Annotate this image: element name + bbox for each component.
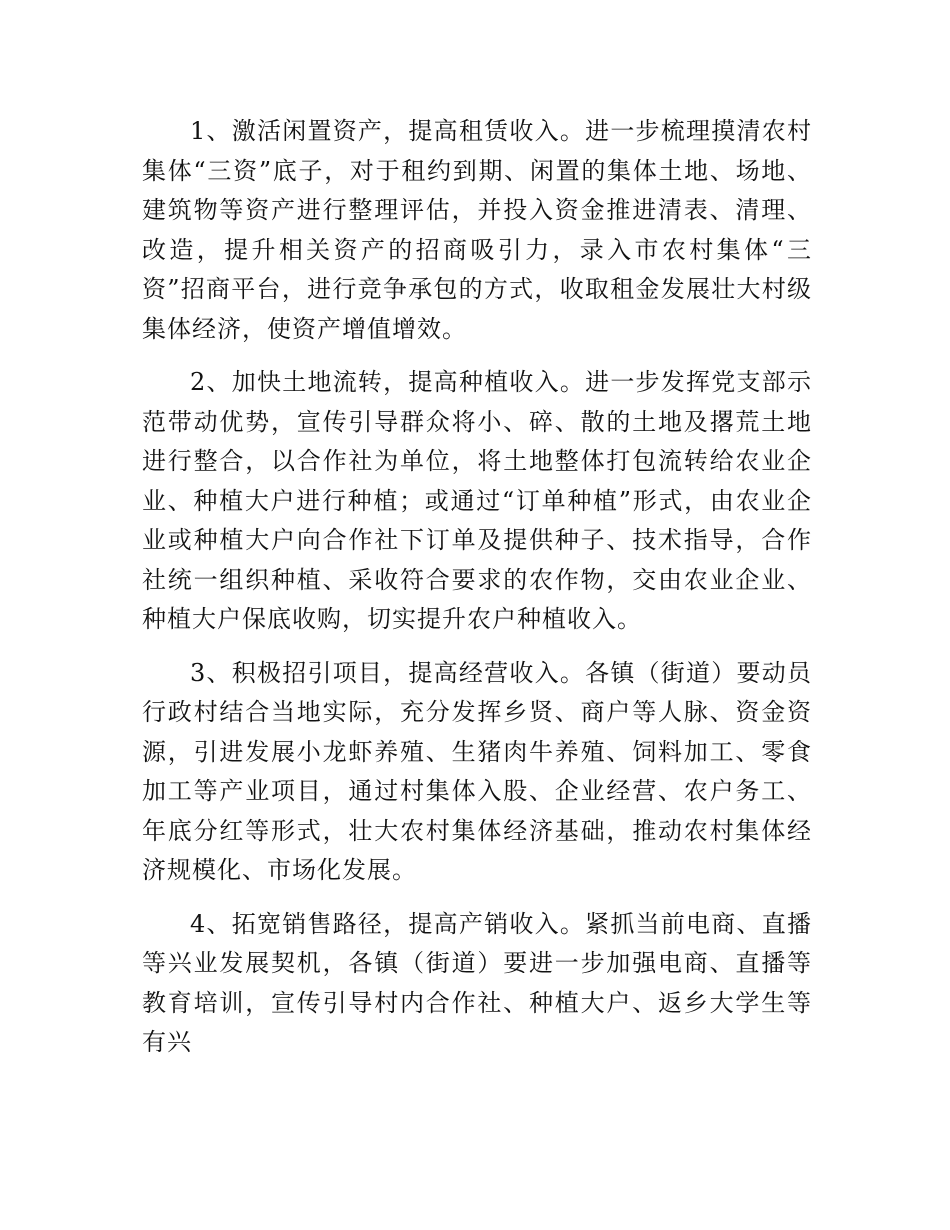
paragraph-1: 1、激活闲置资产，提高租赁收入。进一步梳理摸清农村集体“三资”底子，对于租约到期、闲置的集体土地、场地、建筑物等资产进行整理评估，并投入资金推进清表、清理、改造，提升相关资产的招商吸引力，录入市农村集体“三资”招商平台，进行竞争承包的方式，收取租金发展壮大村级集体经济，使资产增值增效。 bbox=[142, 117, 812, 343]
paragraph-4: 4、拓宽销售路径，提高产销收入。紧抓当前电商、直播等兴业发展契机，各镇（街道）要进一步加强电商、直播等教育培训，宣传引导村内合作社、种植大户、返乡大学生等有兴 bbox=[142, 909, 812, 1056]
document-body bbox=[142, 112, 812, 1077]
paragraph-2: 2、加快土地流转，提高种植收入。进一步发挥党支部示范带动优势，宣传引导群众将小、碎、散的土地及撂荒土地进行整合，以合作社为单位，将土地整体打包流转给农业企业、种植大户进行种植；或通过“订单种植”形式，由农业企业或种植大户向合作社下订单及提供种子、技术指导，合作社统一组织种植、采收符合要求的农作物，交由农业企业、种植大户保底收购，切实提升农户种植收入。 bbox=[142, 368, 812, 633]
paragraph-3: 3、积极招引项目，提高经营收入。各镇（街道）要动员行政村结合当地实际，充分发挥乡贤、商户等人脉、资金资源，引进发展小龙虾养殖、生猪肉牛养殖、饲料加工、零食加工等产业项目，通过村集体入股、企业经营、农户务工、年底分红等形式，壮大农村集体经济基础，推动农村集体经济规模化、市场化发展。 bbox=[142, 658, 812, 884]
